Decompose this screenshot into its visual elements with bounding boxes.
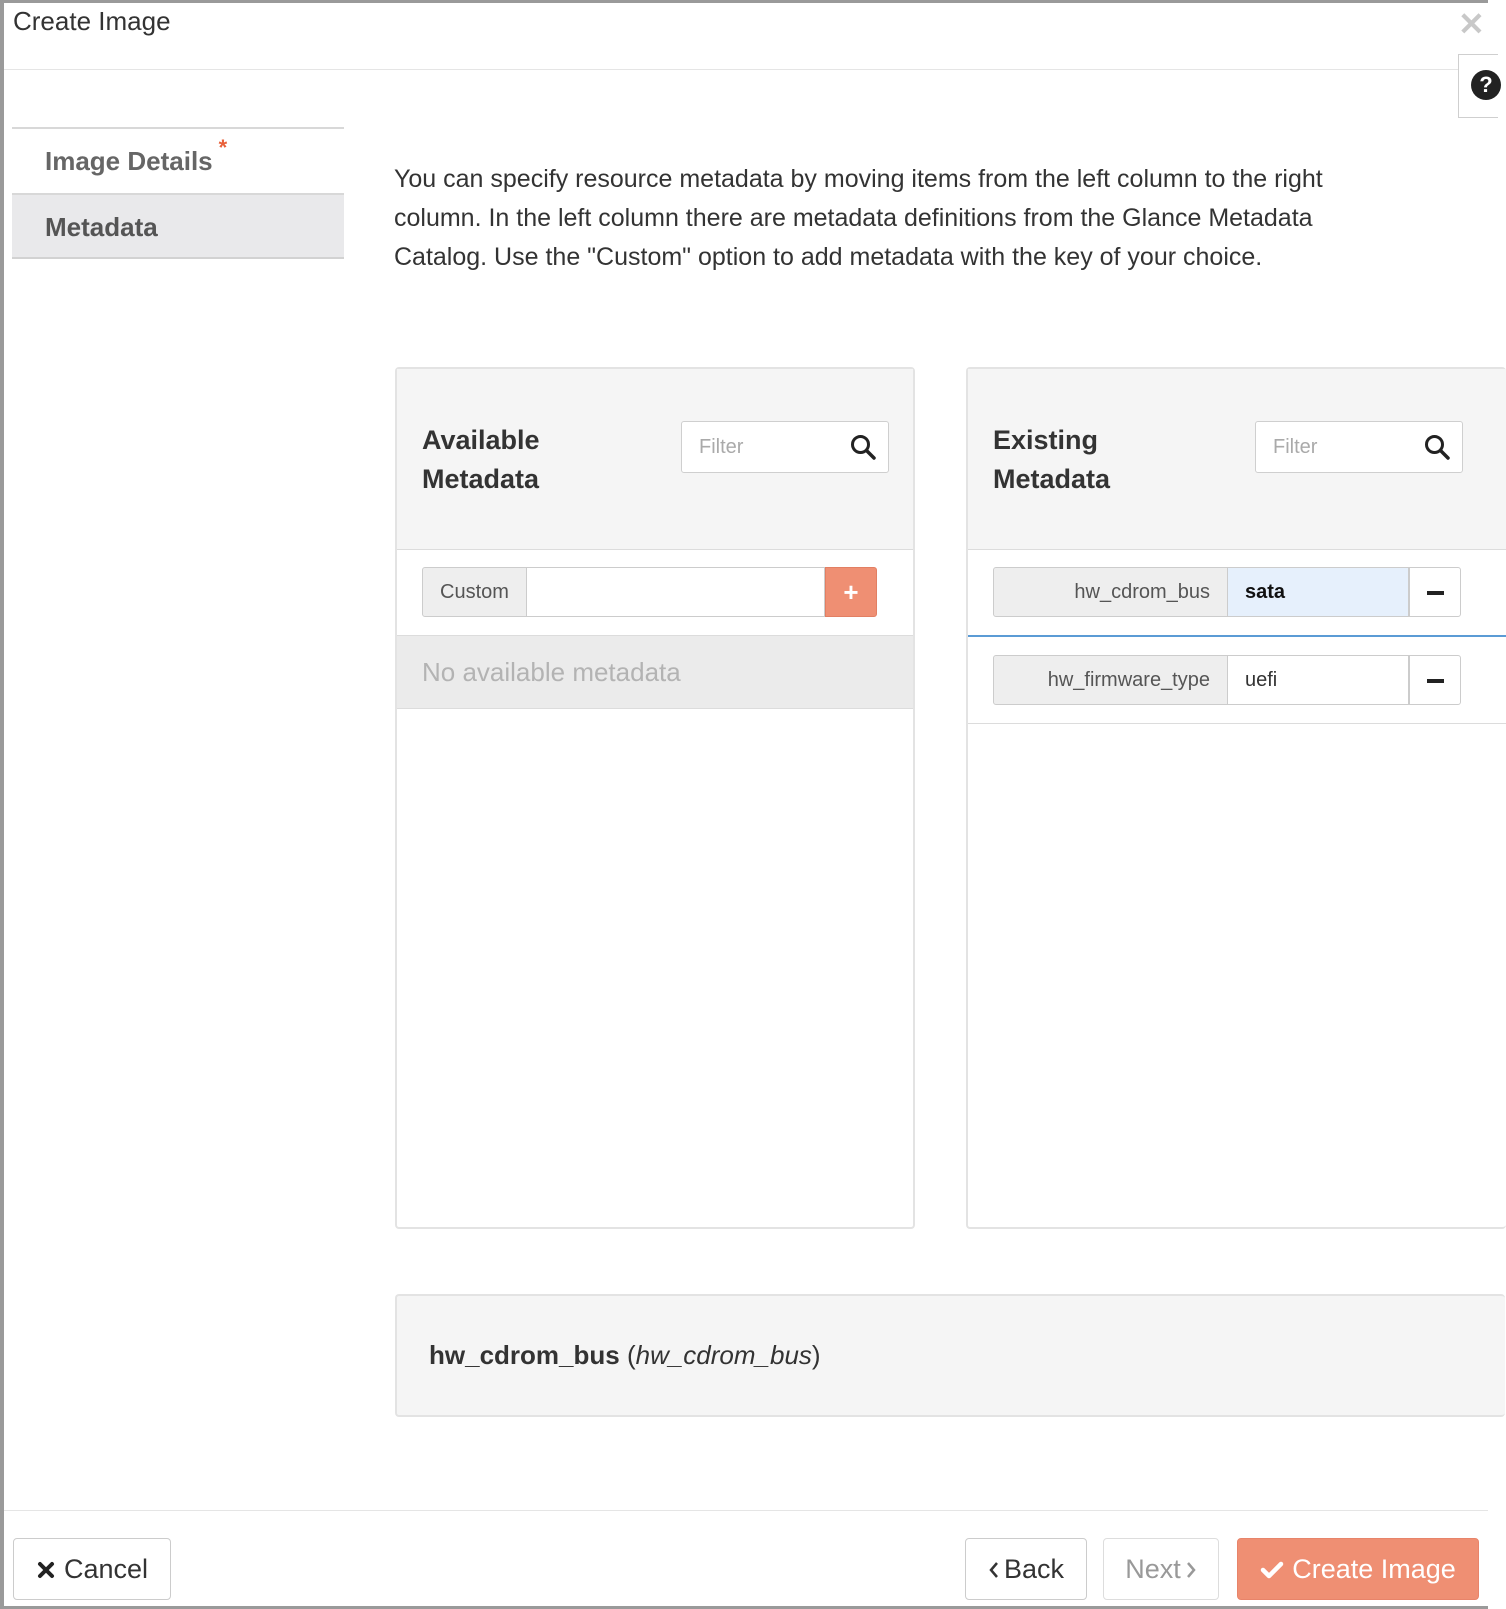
existing-title-line2: Metadata — [993, 464, 1111, 494]
detail-display-name: hw_cdrom_bus — [429, 1340, 620, 1370]
required-marker: * — [218, 135, 228, 160]
modal-header — [4, 3, 1488, 70]
available-title-line2: Metadata — [422, 464, 540, 494]
metadata-value-input[interactable] — [1228, 655, 1409, 705]
metadata-row-hw-cdrom-bus[interactable] — [968, 549, 1506, 637]
footer-divider — [4, 1510, 1488, 1511]
available-metadata-header — [397, 369, 913, 550]
search-icon[interactable] — [850, 434, 876, 465]
back-button[interactable] — [965, 1538, 1087, 1600]
wizard-step-label: Image Details — [45, 146, 213, 176]
custom-key-input[interactable] — [527, 567, 825, 617]
available-filter — [681, 421, 889, 473]
next-button[interactable] — [1103, 1538, 1219, 1600]
metadata-key: hw_firmware_type — [993, 655, 1228, 705]
back-label: Back — [1003, 1554, 1065, 1584]
detail-paren-close: ) — [811, 1340, 821, 1370]
chevron-right-icon — [1185, 1541, 1197, 1601]
available-metadata-panel — [395, 367, 915, 1229]
minus-icon — [1427, 591, 1444, 595]
times-icon — [36, 1541, 56, 1601]
chevron-left-icon — [988, 1541, 1000, 1601]
existing-metadata-panel — [966, 367, 1506, 1229]
minus-icon — [1427, 679, 1444, 683]
close-icon[interactable]: ✕ — [1458, 6, 1485, 42]
existing-metadata-title — [993, 421, 1110, 499]
help-icon: ? — [1471, 70, 1501, 100]
next-label: Next — [1125, 1554, 1181, 1584]
check-icon — [1260, 1541, 1284, 1601]
intro-text: You can specify resource metadata by moving items from the left column to the right column. In the left column there are metadata definitions from the Glance Metadata Catalog. Use the "Custom" option to add metadata with the key of your choice. — [394, 165, 1323, 271]
create-image-label: Create Image — [1292, 1554, 1456, 1584]
cancel-button[interactable] — [13, 1538, 171, 1600]
custom-label: Custom — [422, 567, 527, 617]
add-custom-button[interactable] — [825, 567, 877, 617]
wizard-step-metadata[interactable] — [12, 193, 344, 259]
detail-key: hw_cdrom_bus — [635, 1340, 812, 1370]
remove-metadata-button[interactable] — [1409, 567, 1461, 617]
plus-icon: + — [843, 577, 859, 607]
existing-metadata-header — [968, 369, 1506, 550]
available-filter-input[interactable] — [682, 422, 842, 472]
search-icon[interactable] — [1424, 434, 1450, 465]
available-title-line1: Available — [422, 425, 540, 455]
metadata-detail-box — [395, 1294, 1505, 1417]
custom-metadata-row — [422, 567, 882, 617]
wizard-nav — [12, 127, 344, 259]
wizard-step-label: Metadata — [45, 212, 158, 242]
existing-filter — [1255, 421, 1463, 473]
available-metadata-title — [422, 421, 540, 499]
no-available-metadata: No available metadata — [397, 636, 913, 709]
metadata-row-hw-firmware-type[interactable] — [968, 637, 1506, 724]
wizard-step-image-details[interactable] — [12, 127, 344, 193]
metadata-key: hw_cdrom_bus — [993, 567, 1228, 617]
remove-metadata-button[interactable] — [1409, 655, 1461, 705]
modal-title: Create Image — [13, 6, 171, 36]
create-image-button[interactable] — [1237, 1538, 1479, 1600]
cancel-label: Cancel — [63, 1554, 149, 1584]
metadata-value-input[interactable] — [1228, 567, 1409, 617]
existing-title-line1: Existing — [993, 425, 1099, 455]
metadata-detail-text — [429, 1340, 821, 1371]
existing-filter-input[interactable] — [1256, 422, 1416, 472]
help-button[interactable] — [1458, 54, 1498, 118]
detail-paren-open: ( — [619, 1340, 636, 1370]
